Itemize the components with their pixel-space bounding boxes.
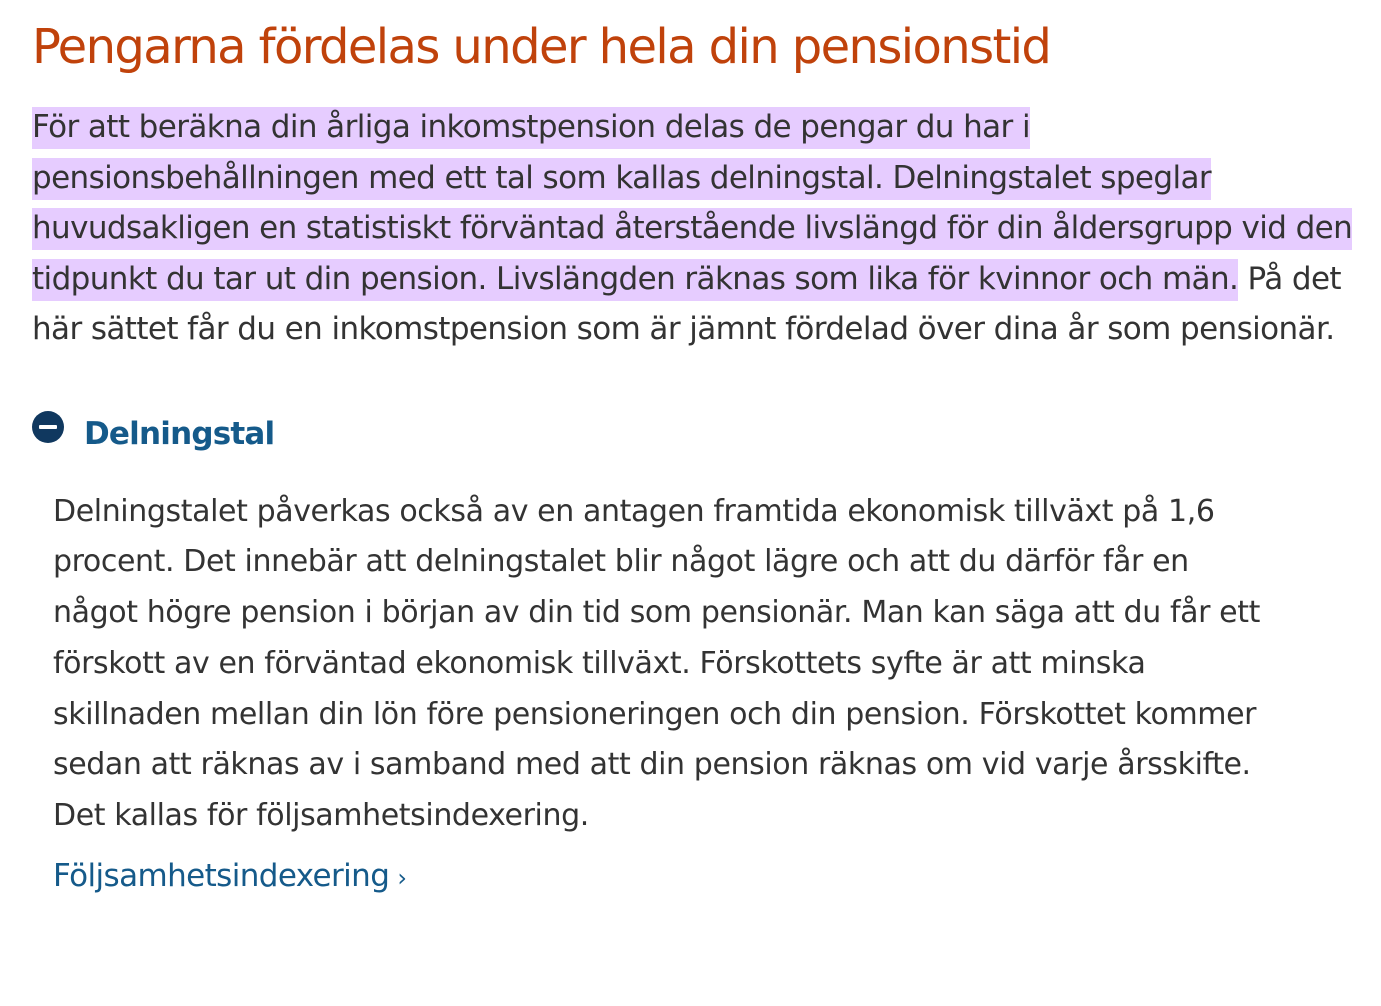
foljsamhetsindexering-link[interactable] (53, 858, 406, 894)
link-label[interactable]: Följsamhetsindexering (53, 858, 390, 895)
accordion-title[interactable]: Delningstal (84, 415, 275, 452)
chevron-right-icon[interactable]: › (397, 864, 407, 893)
intro-paragraph (32, 102, 1362, 355)
highlighted-text: För att beräkna din årliga inkomstpension delas de pengar du har i pensionsbehållningen med ett tal som kallas delningstal. Delningstalet speglar huvudsakligen en statistiskt förväntad återstående livslängd för din åldersgrupp vid den tidpunkt du tar ut din pension. Livslängden räknas som lika för kvinnor och män. (32, 107, 1352, 301)
page-title: Pengarna fördelas under hela din pensionstid (32, 19, 1051, 75)
intro-text-rest: På det här sättet får du en inkomstpension som är jämnt fördelad över dina år som pensionär. (32, 260, 1341, 347)
content-section (32, 14, 1362, 894)
accordion-delningstal (32, 409, 1362, 895)
minus-circle-icon[interactable] (32, 411, 64, 443)
accordion-body-text: Delningstalet påverkas också av en antagen framtida ekonomisk tillväxt på 1,6 procent. Det innebär att delningstalet blir något lägre och att du därför får en något högre pension i början av din tid som pensionär. Man kan säga att du får ett förskott av en förväntad ekonomisk tillväxt. Förskottets syfte är att minska skillnaden mellan din lön före pensioneringen och din pension. Förskottet kommer sedan att räknas av i samband med att din pension räknas om vid varje årsskifte. Det kallas för följsamhetsindexering. (53, 493, 1260, 834)
accordion-toggle[interactable] (32, 409, 1362, 459)
